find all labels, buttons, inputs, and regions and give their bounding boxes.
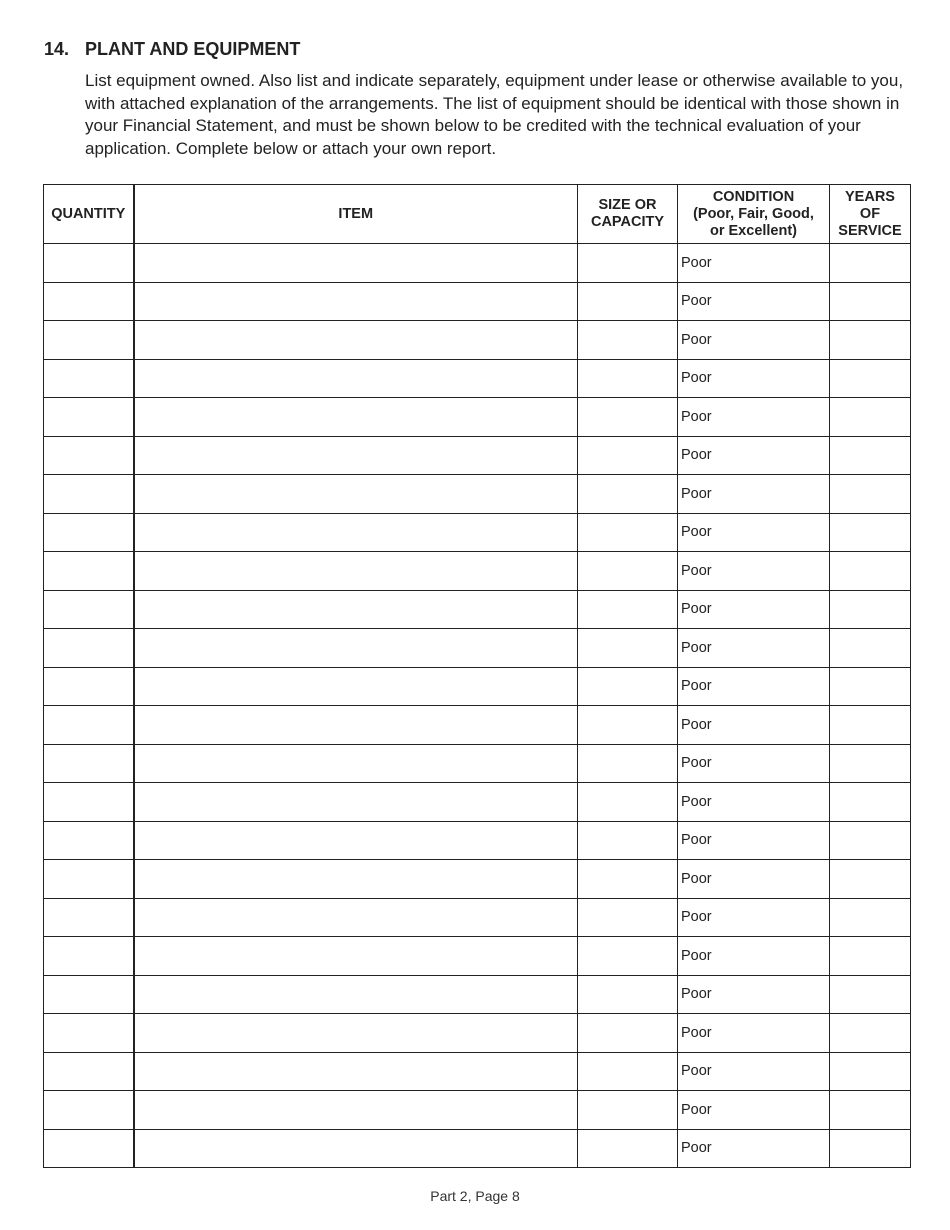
item-cell[interactable] [134, 398, 578, 437]
item-cell[interactable] [134, 282, 578, 321]
table-row [44, 1129, 911, 1168]
size-cell[interactable] [578, 1129, 678, 1168]
header-size [578, 185, 678, 244]
years-cell[interactable] [830, 1014, 911, 1053]
table-row [44, 1014, 911, 1053]
condition-cell[interactable]: Poor [678, 436, 830, 475]
quantity-cell[interactable] [44, 821, 134, 860]
quantity-cell[interactable] [44, 321, 134, 360]
item-cell[interactable] [134, 436, 578, 475]
header-quantity [44, 185, 134, 244]
item-cell[interactable] [134, 244, 578, 283]
condition-cell[interactable]: Poor [678, 359, 830, 398]
size-cell[interactable] [578, 244, 678, 283]
size-cell[interactable] [578, 282, 678, 321]
table-row [44, 282, 911, 321]
years-cell[interactable] [830, 321, 911, 360]
quantity-cell[interactable] [44, 359, 134, 398]
size-cell[interactable] [578, 821, 678, 860]
size-cell[interactable] [578, 1014, 678, 1053]
condition-cell[interactable]: Poor [678, 321, 830, 360]
quantity-cell[interactable] [44, 898, 134, 937]
item-cell[interactable] [134, 321, 578, 360]
size-cell[interactable] [578, 898, 678, 937]
size-cell[interactable] [578, 975, 678, 1014]
header-condition-line2: (Poor, Fair, Good, [693, 205, 814, 222]
condition-cell[interactable]: Poor [678, 244, 830, 283]
item-cell[interactable] [134, 359, 578, 398]
table-row [44, 783, 911, 822]
years-cell[interactable] [830, 898, 911, 937]
condition-cell[interactable]: Poor [678, 1129, 830, 1168]
quantity-cell[interactable] [44, 1014, 134, 1053]
item-cell[interactable] [134, 744, 578, 783]
table-row [44, 937, 911, 976]
header-item-label: ITEM [338, 205, 374, 222]
condition-cell[interactable]: Poor [678, 937, 830, 976]
size-cell[interactable] [578, 706, 678, 745]
table-row [44, 552, 911, 591]
years-cell[interactable] [830, 629, 911, 668]
years-cell[interactable] [830, 1091, 911, 1130]
size-cell[interactable] [578, 629, 678, 668]
quantity-cell[interactable] [44, 1129, 134, 1168]
condition-cell[interactable]: Poor [678, 667, 830, 706]
item-cell[interactable] [134, 1014, 578, 1053]
header-condition-line3: or Excellent) [709, 222, 798, 239]
quantity-cell[interactable] [44, 937, 134, 976]
condition-cell[interactable]: Poor [678, 552, 830, 591]
header-condition [678, 185, 830, 244]
years-cell[interactable] [830, 667, 911, 706]
quantity-cell[interactable] [44, 744, 134, 783]
size-cell[interactable] [578, 937, 678, 976]
item-cell[interactable] [134, 1091, 578, 1130]
table-row [44, 475, 911, 514]
table-row [44, 860, 911, 899]
quantity-cell[interactable] [44, 513, 134, 552]
header-condition-line1: CONDITION [712, 188, 795, 205]
equipment-table-body [44, 244, 911, 1168]
table-row [44, 821, 911, 860]
table-row [44, 321, 911, 360]
table-row [44, 629, 911, 668]
size-cell[interactable] [578, 860, 678, 899]
table-header-row [44, 185, 911, 244]
section-title: PLANT AND EQUIPMENT [85, 39, 301, 59]
section-heading [44, 39, 300, 60]
table-row [44, 744, 911, 783]
table-row [44, 513, 911, 552]
condition-cell[interactable]: Poor [678, 860, 830, 899]
table-row [44, 359, 911, 398]
item-cell[interactable] [134, 937, 578, 976]
size-cell[interactable] [578, 321, 678, 360]
quantity-cell[interactable] [44, 552, 134, 591]
table-row [44, 1052, 911, 1091]
size-cell[interactable] [578, 398, 678, 437]
table-row [44, 898, 911, 937]
condition-cell[interactable]: Poor [678, 1091, 830, 1130]
size-cell[interactable] [578, 783, 678, 822]
condition-cell[interactable]: Poor [678, 975, 830, 1014]
condition-cell[interactable]: Poor [678, 513, 830, 552]
instructions-text: List equipment owned. Also list and indicate separately, equipment under lease or otherwise available to you, with attached explanation of the arrangements. The list of equipment should be identical with those shown in your Financial Statement, and must be shown below to be credited with the technical evaluation of your application. Complete below or attach your own report. [85, 71, 904, 158]
condition-cell[interactable]: Poor [678, 398, 830, 437]
condition-cell[interactable]: Poor [678, 475, 830, 514]
years-cell[interactable] [830, 282, 911, 321]
equipment-table [43, 184, 911, 1168]
item-cell[interactable] [134, 860, 578, 899]
condition-cell[interactable]: Poor [678, 1052, 830, 1091]
condition-cell[interactable]: Poor [678, 783, 830, 822]
table-row [44, 706, 911, 745]
item-cell[interactable] [134, 975, 578, 1014]
quantity-cell[interactable] [44, 860, 134, 899]
quantity-cell[interactable] [44, 667, 134, 706]
quantity-cell[interactable] [44, 590, 134, 629]
size-cell[interactable] [578, 513, 678, 552]
quantity-cell[interactable] [44, 436, 134, 475]
item-cell[interactable] [134, 1129, 578, 1168]
item-cell[interactable] [134, 552, 578, 591]
condition-cell[interactable]: Poor [678, 898, 830, 937]
size-cell[interactable] [578, 552, 678, 591]
size-cell[interactable] [578, 590, 678, 629]
item-cell[interactable] [134, 667, 578, 706]
years-cell[interactable] [830, 475, 911, 514]
item-cell[interactable] [134, 629, 578, 668]
table-row [44, 398, 911, 437]
condition-cell[interactable]: Poor [678, 706, 830, 745]
condition-cell[interactable]: Poor [678, 590, 830, 629]
years-cell[interactable] [830, 744, 911, 783]
years-cell[interactable] [830, 821, 911, 860]
years-cell[interactable] [830, 398, 911, 437]
table-row [44, 244, 911, 283]
condition-cell[interactable]: Poor [678, 744, 830, 783]
condition-cell[interactable]: Poor [678, 629, 830, 668]
years-cell[interactable] [830, 860, 911, 899]
header-quantity-label: QUANTITY [51, 205, 126, 222]
header-years-line1: YEARS [845, 188, 895, 205]
quantity-cell[interactable] [44, 282, 134, 321]
size-cell[interactable] [578, 1052, 678, 1091]
years-cell[interactable] [830, 706, 911, 745]
header-size-line2: CAPACITY [590, 214, 665, 230]
condition-cell[interactable]: Poor [678, 1014, 830, 1053]
item-cell[interactable] [134, 1052, 578, 1091]
table-row [44, 1091, 911, 1130]
table-row [44, 590, 911, 629]
years-cell[interactable] [830, 783, 911, 822]
section-number: 14. [44, 39, 70, 59]
size-cell[interactable] [578, 475, 678, 514]
item-cell[interactable] [134, 513, 578, 552]
years-cell[interactable] [830, 244, 911, 283]
table-row [44, 436, 911, 475]
header-years-line2: OF [859, 205, 881, 222]
quantity-cell[interactable] [44, 1052, 134, 1091]
quantity-cell[interactable] [44, 398, 134, 437]
quantity-cell[interactable] [44, 975, 134, 1014]
header-size-line1: SIZE OR [598, 197, 657, 213]
item-cell[interactable] [134, 706, 578, 745]
header-years-line3: SERVICE [838, 222, 902, 239]
years-cell[interactable] [830, 552, 911, 591]
item-cell[interactable] [134, 475, 578, 514]
table-row [44, 975, 911, 1014]
item-cell[interactable] [134, 898, 578, 937]
size-cell[interactable] [578, 436, 678, 475]
item-cell[interactable] [134, 821, 578, 860]
size-cell[interactable] [578, 744, 678, 783]
quantity-cell[interactable] [44, 244, 134, 283]
table-row [44, 667, 911, 706]
years-cell[interactable] [830, 937, 911, 976]
years-cell[interactable] [830, 513, 911, 552]
years-cell[interactable] [830, 1129, 911, 1168]
header-years [830, 185, 911, 244]
quantity-cell[interactable] [44, 629, 134, 668]
years-cell[interactable] [830, 590, 911, 629]
years-cell[interactable] [830, 359, 911, 398]
years-cell[interactable] [830, 436, 911, 475]
condition-cell[interactable]: Poor [678, 282, 830, 321]
size-cell[interactable] [578, 667, 678, 706]
item-cell[interactable] [134, 783, 578, 822]
item-cell[interactable] [134, 590, 578, 629]
condition-cell[interactable]: Poor [678, 821, 830, 860]
years-cell[interactable] [830, 975, 911, 1014]
size-cell[interactable] [578, 359, 678, 398]
years-cell[interactable] [830, 1052, 911, 1091]
quantity-cell[interactable] [44, 475, 134, 514]
quantity-cell[interactable] [44, 1091, 134, 1130]
header-item [134, 185, 578, 244]
size-cell[interactable] [578, 1091, 678, 1130]
page-footer: Part 2, Page 8 [430, 1188, 520, 1204]
quantity-cell[interactable] [44, 783, 134, 822]
quantity-cell[interactable] [44, 706, 134, 745]
